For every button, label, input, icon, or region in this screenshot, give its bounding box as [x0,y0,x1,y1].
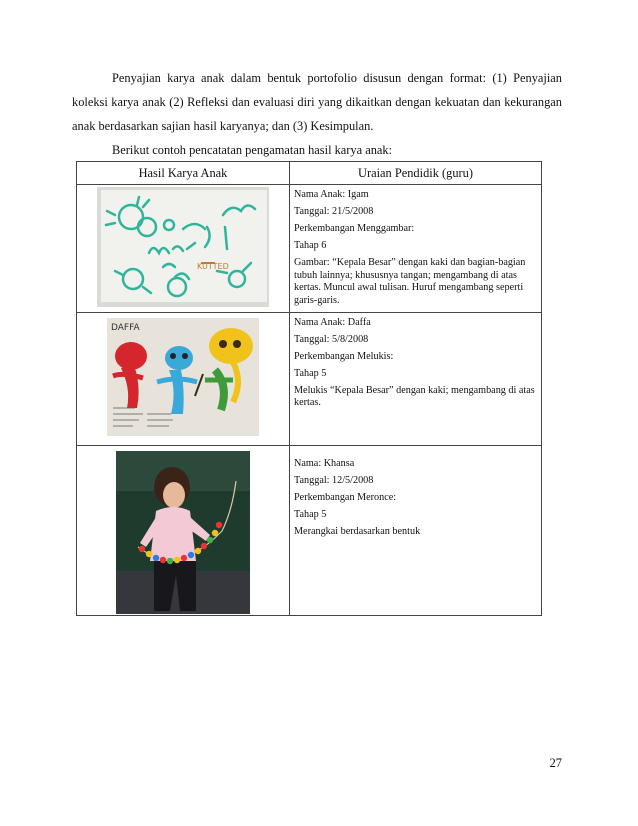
header-hasil-karya: Hasil Karya Anak [77,162,290,185]
stage-text: Tahap 5 [294,508,327,520]
table-row [77,185,542,313]
observation-table [76,161,542,616]
date-text: Tanggal: 5/8/2008 [294,333,369,345]
table-header-row [77,162,542,185]
description-text: Gambar: “Kepala Besar” dengan kaki dan bagian-bagian tubuh lainnya; khususnya tangan; mengambang di atas kertas. Muncul awal tulisan. Huruf mengambang seperti garis-garis. [294,257,526,306]
intro-paragraph: Penyajian karya anak dalam bentuk portofolio disusun dengan format: (1) Penyajian koleksi karya anak (2) Refleksi dan evaluasi diri yang dikaitkan dengan kekuatan dan kekurangan anak berdasarkan sajian hasil karyanya; dan (3) Kesimpulan. [72,71,562,133]
stage-text: Tahap 5 [294,367,327,379]
artwork-cell [77,312,290,445]
description-text: Merangkai berdasarkan bentuk [294,525,421,537]
child-drawing-photo [97,187,269,307]
date-text: Tanggal: 21/5/2008 [294,206,374,217]
header-uraian-pendidik: Uraian Pendidik (guru) [290,162,542,185]
child-beading-photo [116,451,250,614]
development-area-text: Perkembangan Meronce: [294,491,397,503]
table-row [77,445,542,615]
svg-text:DAFFA: DAFFA [111,322,140,333]
date-text: Tanggal: 12/5/2008 [294,474,374,486]
teacher-notes-cell [290,312,542,445]
table-intro-paragraph: Berikut contoh pencatatan pengamatan hasil karya anak: [112,143,393,157]
artwork-cell [77,185,290,313]
development-area-text: Perkembangan Menggambar: [294,223,415,234]
teacher-notes-cell [290,445,542,615]
child-painting-photo [107,318,259,436]
svg-text:KUTTED: KUTTED [197,262,229,271]
stage-text: Tahap 6 [294,240,327,251]
page-number: 27 [549,756,562,770]
description-text: Melukis “Kepala Besar” dengan kaki; mengambang di atas kertas. [294,384,535,408]
table-row [77,312,542,445]
child-name-text: Nama Anak: Daffa [294,316,371,328]
child-name-text: Nama Anak: Igam [294,189,369,200]
child-name-text: Nama: Khansa [294,457,355,469]
artwork-cell [77,445,290,615]
development-area-text: Perkembangan Melukis: [294,350,394,362]
teacher-notes-cell [290,185,542,313]
